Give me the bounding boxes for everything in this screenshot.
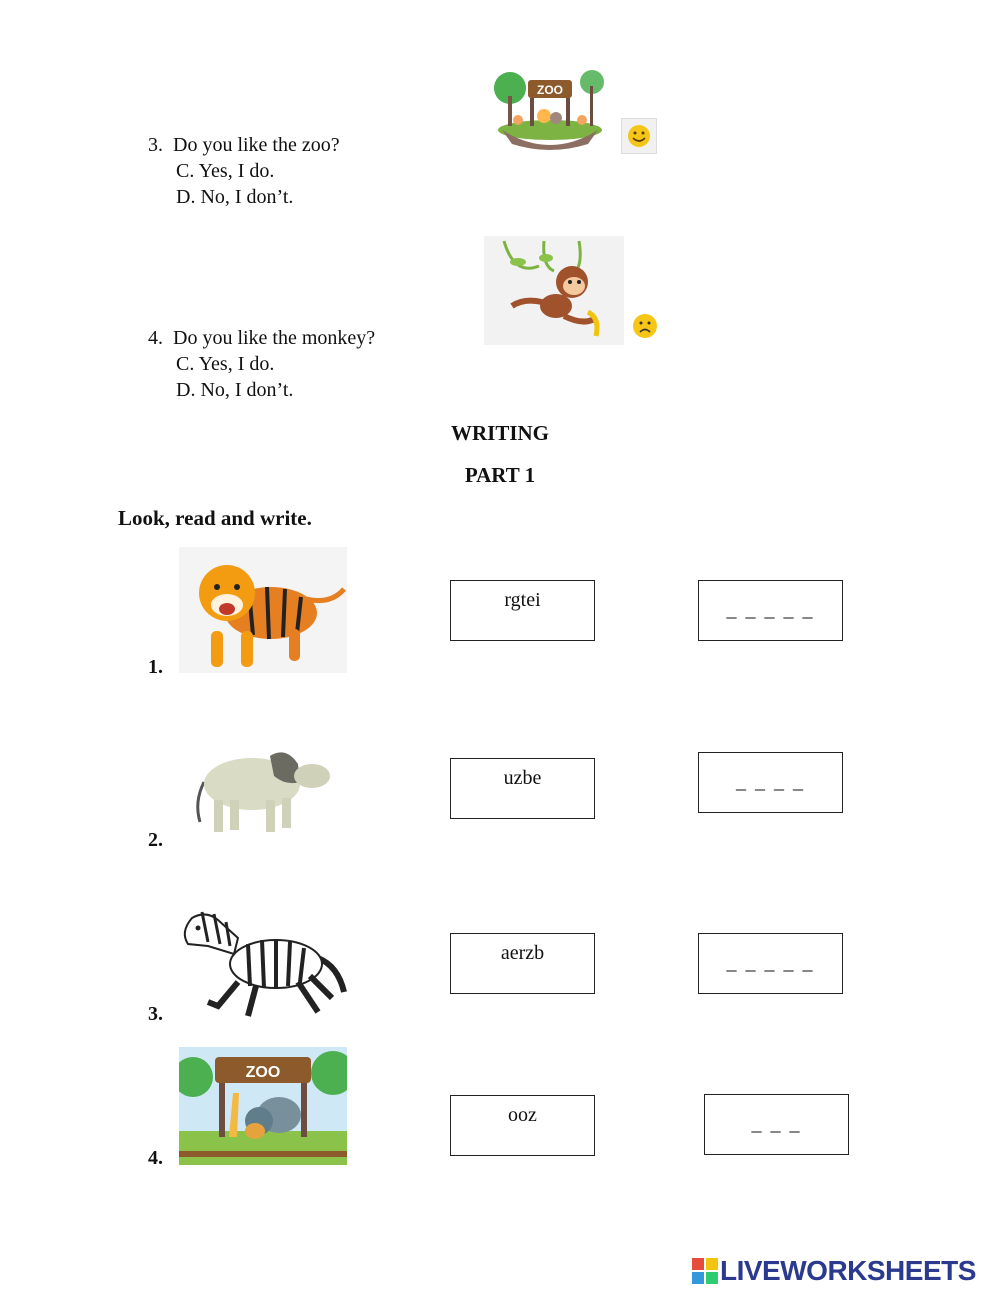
liveworksheets-logo-icon bbox=[692, 1258, 718, 1284]
question-4-option-d[interactable]: D. No, I don’t. bbox=[176, 379, 294, 401]
liveworksheets-brand-text: LIVEWORKSHEETS bbox=[720, 1255, 976, 1286]
tiger-picture bbox=[179, 547, 347, 673]
item-2-number: 2. bbox=[148, 829, 163, 851]
question-3-text: Do you like the zoo? bbox=[173, 134, 340, 156]
item-4-answer-field[interactable]: _ _ _ bbox=[704, 1094, 849, 1155]
question-3-option-d[interactable]: D. No, I don’t. bbox=[176, 186, 294, 208]
section-title: WRITING bbox=[450, 421, 550, 445]
question-4: 4. Do you like the monkey? C. Yes, I do. D. No, I don’t. bbox=[148, 327, 376, 401]
item-1-answer-field[interactable]: _ _ _ _ _ bbox=[698, 580, 843, 641]
liveworksheets-logo[interactable] bbox=[692, 1255, 976, 1287]
monkey-picture bbox=[484, 236, 624, 345]
zoo-island-picture bbox=[488, 60, 612, 152]
item-3-scrambled-box: aerzb bbox=[450, 933, 595, 994]
item-2-scrambled-box: uzbe bbox=[450, 758, 595, 819]
svg-text:ZOO: ZOO bbox=[537, 83, 563, 97]
question-3: 3. Do you like the zoo? C. Yes, I do. D. No, I don’t. bbox=[148, 134, 340, 208]
question-4-text: Do you like the monkey? bbox=[173, 327, 376, 349]
instruction: Look, read and write. bbox=[118, 506, 312, 530]
zebra-picture bbox=[178, 902, 348, 1024]
item-1-scrambled-box: rgtei bbox=[450, 580, 595, 641]
item-2-answer-field[interactable]: _ _ _ _ bbox=[698, 752, 843, 813]
question-4-option-c[interactable]: C. Yes, I do. bbox=[176, 353, 275, 375]
item-3-answer-field[interactable]: _ _ _ _ _ bbox=[698, 933, 843, 994]
part-title: PART 1 bbox=[464, 463, 536, 487]
svg-text:ZOO: ZOO bbox=[245, 1064, 281, 1081]
zebu-picture bbox=[190, 742, 336, 838]
item-4-number: 4. bbox=[148, 1147, 163, 1169]
question-3-option-c[interactable]: C. Yes, I do. bbox=[176, 160, 275, 182]
sad-face-icon bbox=[631, 312, 659, 340]
item-1-number: 1. bbox=[148, 656, 163, 678]
zoo-gate-picture bbox=[179, 1047, 347, 1165]
item-4-scrambled-box: ooz bbox=[450, 1095, 595, 1156]
item-3-number: 3. bbox=[148, 1003, 163, 1025]
smiley-face-icon bbox=[621, 118, 657, 154]
